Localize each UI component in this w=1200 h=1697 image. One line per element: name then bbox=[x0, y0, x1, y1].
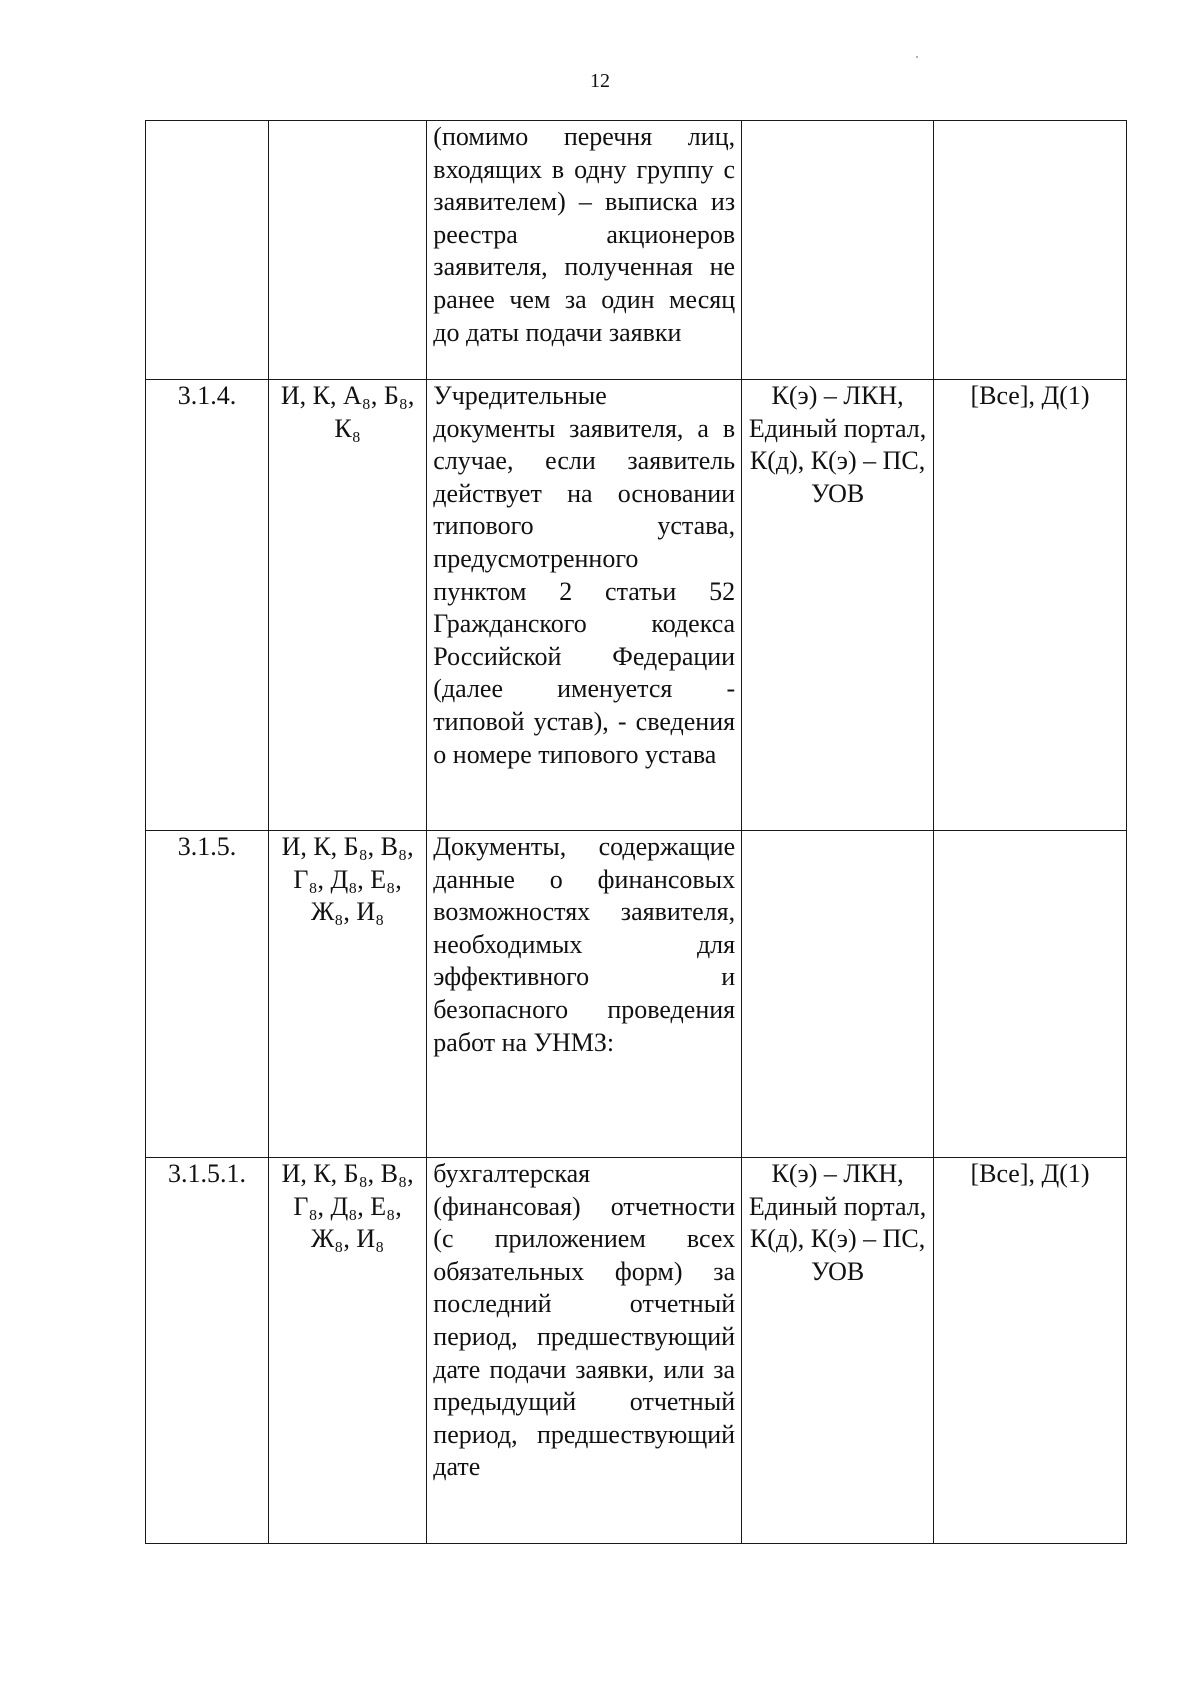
description-cell: Документы, содержащие данные о финансовых возможностях заявителя, необходимых для эффективного и безопасного проведения работ на УНМЗ: bbox=[427, 831, 742, 1158]
description-cell: бухгалтерская (финансовая) отчетности (с приложением всех обязательных форм) за последний отчетный период, предшествующий дате подачи заявки, или за предыдущий отчетный период, предшествующий дате bbox=[427, 1158, 742, 1544]
table-row bbox=[146, 1158, 1127, 1544]
submission-method-cell bbox=[742, 831, 934, 1158]
description-cell: (помимо перечня лиц, входящих в одну группу с заявителем) – выписка из реестра акционеров заявителя, полученная не ранее чем за один месяц до даты подачи заявки bbox=[427, 121, 742, 380]
table-row bbox=[146, 121, 1127, 380]
table-row bbox=[146, 831, 1127, 1158]
codes-cell: И, К, А₈, Б₈, К₈ bbox=[268, 380, 426, 831]
codes-cell bbox=[268, 121, 426, 380]
row-number-cell: 3.1.4. bbox=[146, 380, 269, 831]
applicability-cell bbox=[934, 831, 1127, 1158]
description-cell: Учредительные документы заявителя, а в случае, если заявитель действует на основании типового устава, предусмотренного пунктом 2 статьи 52 Гражданского кодекса Российской Федерации (далее именуется - типовой устав), - сведения о номере типового устава bbox=[427, 380, 742, 831]
codes-cell: И, К, Б₈, В₈, Г₈, Д₈, Е₈, Ж₈, И₈ bbox=[268, 831, 426, 1158]
submission-method-cell: К(э) – ЛКН, Единый портал, К(д), К(э) – ПС, УОВ bbox=[742, 380, 934, 831]
requirements-table bbox=[145, 120, 1127, 1544]
applicability-cell: [Все], Д(1) bbox=[934, 380, 1127, 831]
row-number-cell: 3.1.5.1. bbox=[146, 1158, 269, 1544]
row-number-cell bbox=[146, 121, 269, 380]
applicability-cell: [Все], Д(1) bbox=[934, 1158, 1127, 1544]
submission-method-cell: К(э) – ЛКН, Единый портал, К(д), К(э) – ПС, УОВ bbox=[742, 1158, 934, 1544]
row-number-cell: 3.1.5. bbox=[146, 831, 269, 1158]
codes-cell: И, К, Б₈, В₈, Г₈, Д₈, Е₈, Ж₈, И₈ bbox=[268, 1158, 426, 1544]
scan-artifact-dot bbox=[916, 56, 918, 58]
applicability-cell bbox=[934, 121, 1127, 380]
page-number: 12 bbox=[590, 70, 610, 92]
table-row bbox=[146, 380, 1127, 831]
submission-method-cell bbox=[742, 121, 934, 380]
